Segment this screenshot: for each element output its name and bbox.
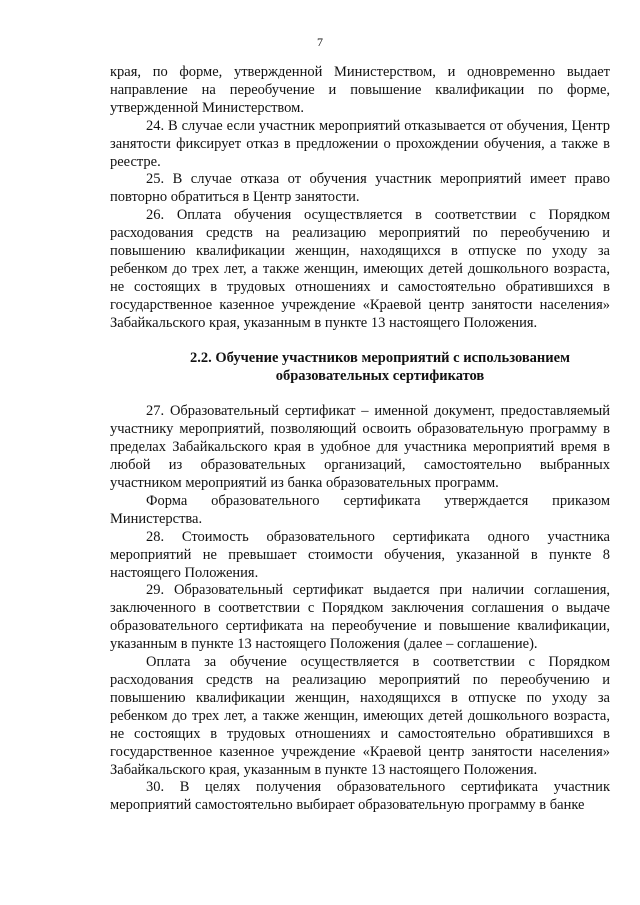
section-heading (110, 350, 610, 386)
paragraph: 26. Оплата обучения осуществляется в соответствии с Порядком расходования средств на реализацию мероприятий по переобучению и повышению квалификации женщин, находящихся в отпуске по уходу за ребенком до трех лет, а также женщин, имеющих детей дошкольного возраста, не состоящих в трудовых отношениях и самостоятельно обратившихся в государственное казенное учреждение «Краевой центр занятости населения» Забайкальского края, указанным в пункте 13 настоящего Положения. (110, 207, 610, 331)
section-heading-line: 2.2. Обучение участников мероприятий с использованием (190, 349, 570, 366)
paragraph: 24. В случае если участник мероприятий отказывается от обучения, Центр занятости фиксирует отказ в предложении о прохождении обучения, а также в реестре. (110, 117, 610, 170)
paragraph: Оплата за обучение осуществляется в соответствии с Порядком расходования средств на реализацию мероприятий по переобучению и повышению квалификации женщин, находящихся в отпуске по уходу за ребенком до трех лет, а также женщин, имеющих детей дошкольного возраста, не состоящих в трудовых отношениях и самостоятельно обратившихся в государственное казенное учреждение «Краевой центр занятости населения» Забайкальского края, указанным в пункте 13 настоящего Положения. (110, 654, 610, 778)
paragraph: 28. Стоимость образовательного сертификата одного участника мероприятий не превышает стоимости обучения, указанной в пункте 8 настоящего Положения. (110, 528, 610, 581)
section-heading-line: образовательных сертификатов (275, 367, 485, 384)
paragraph: 29. Образовательный сертификат выдается при наличии соглашения, заключенного в соответствии с Порядком заключения соглашения о выдаче образовательного сертификата на переобучение и повышение квалификации, указанным в пункте 13 настоящего Положения (далее – соглашение). (110, 582, 610, 653)
paragraphs-top (110, 64, 610, 333)
paragraph: 27. Образовательный сертификат – именной документ, предоставляемый участнику мероприятий, позволяющий освоить образовательную программу в пределах Забайкальского края в удобное для участника мероприятий время в любой из образовательных организаций, самостоятельно выбранных участником мероприятий из банка образовательных программ. (110, 403, 610, 492)
paragraph: Форма образовательного сертификата утверждается приказом Министерства. (110, 492, 610, 527)
paragraph: 30. В целях получения образовательного сертификата участник мероприятий самостоятельно выбирает образовательную программу в банке (110, 779, 610, 814)
paragraph: края, по форме, утвержденной Министерством, и одновременно выдает направление на переобучение и повышение квалификации по форме, утвержденной Министерством. (110, 64, 610, 116)
paragraph: 25. В случае отказа от обучения участник мероприятий имеет право повторно обратиться в Центр занятости. (110, 171, 610, 206)
paragraphs-bottom (110, 403, 610, 815)
page-number: 7 (317, 35, 323, 49)
page-content (110, 64, 610, 815)
